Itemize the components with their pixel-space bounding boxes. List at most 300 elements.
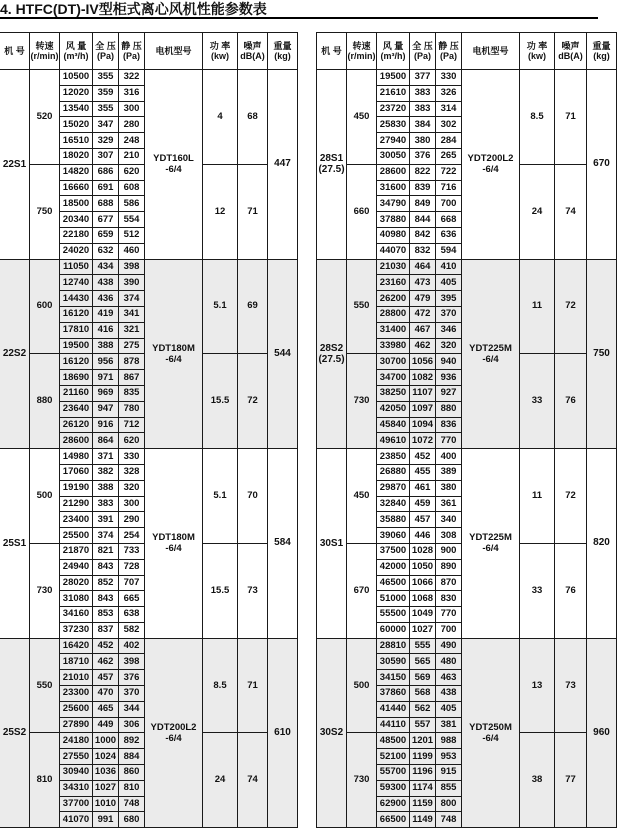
power-cell: 24 (520, 164, 555, 259)
total-pressure-cell: 1000 (93, 733, 119, 749)
flow-cell: 29870 (377, 480, 410, 496)
flow-cell: 12740 (60, 275, 93, 291)
total-pressure-cell: 329 (93, 133, 119, 149)
flow-cell: 31400 (377, 322, 410, 338)
table-row (317, 259, 617, 275)
total-pressure-cell: 691 (93, 180, 119, 196)
total-pressure-cell: 1149 (410, 812, 436, 828)
header-noise: 噪声 dB(A) (555, 33, 587, 70)
flow-cell: 18690 (60, 370, 93, 386)
total-pressure-cell: 465 (93, 701, 119, 717)
weight-cell: 670 (587, 70, 617, 260)
flow-cell: 37230 (60, 622, 93, 638)
flow-cell: 21870 (60, 543, 93, 559)
static-pressure-cell: 665 (119, 591, 145, 607)
motor-cell: YDT180M -6/4 (145, 259, 203, 449)
total-pressure-cell: 464 (410, 259, 436, 275)
total-pressure-cell: 557 (410, 717, 436, 733)
total-pressure-cell: 371 (93, 449, 119, 465)
static-pressure-cell: 210 (119, 148, 145, 164)
static-pressure-cell: 370 (119, 686, 145, 702)
noise-cell: 73 (555, 638, 587, 733)
static-pressure-cell: 554 (119, 212, 145, 228)
header-flow: 风 量 (m³/h) (60, 33, 93, 70)
flow-cell: 23850 (377, 449, 410, 465)
total-pressure-cell: 1066 (410, 575, 436, 591)
total-pressure-cell: 455 (410, 464, 436, 480)
static-pressure-cell: 800 (436, 796, 462, 812)
motor-cell: YDT160L -6/4 (145, 70, 203, 260)
header-static-pressure: 静 压 (Pa) (119, 33, 145, 70)
flow-cell: 18020 (60, 148, 93, 164)
total-pressure-cell: 388 (93, 338, 119, 354)
total-pressure-cell: 472 (410, 306, 436, 322)
total-pressure-cell: 374 (93, 528, 119, 544)
static-pressure-cell: 915 (436, 765, 462, 781)
header-motor: 电机型号 (462, 33, 520, 70)
total-pressure-cell: 434 (93, 259, 119, 275)
total-pressure-cell: 380 (410, 133, 436, 149)
total-pressure-cell: 843 (93, 559, 119, 575)
table-body (317, 70, 617, 828)
static-pressure-cell: 722 (436, 164, 462, 180)
static-pressure-cell: 490 (436, 638, 462, 654)
total-pressure-cell: 839 (410, 180, 436, 196)
total-pressure-cell: 1199 (410, 749, 436, 765)
flow-cell: 66500 (377, 812, 410, 828)
static-pressure-cell: 733 (119, 543, 145, 559)
static-pressure-cell: 480 (436, 654, 462, 670)
power-cell: 15.5 (203, 543, 238, 638)
static-pressure-cell: 512 (119, 227, 145, 243)
total-pressure-cell: 419 (93, 306, 119, 322)
static-pressure-cell: 892 (119, 733, 145, 749)
static-pressure-cell: 405 (436, 701, 462, 717)
total-pressure-cell: 452 (93, 638, 119, 654)
static-pressure-cell: 770 (436, 607, 462, 623)
header-weight: 重量 (kg) (268, 33, 298, 70)
header-power: 功 率 (kw) (520, 33, 555, 70)
header-flow: 风 量 (m³/h) (377, 33, 410, 70)
total-pressure-cell: 991 (93, 812, 119, 828)
model-cell: 25S2 (0, 638, 30, 828)
model-cell: 30S2 (317, 638, 347, 828)
speed-cell: 730 (347, 354, 377, 449)
static-pressure-cell: 330 (436, 70, 462, 86)
flow-cell: 16120 (60, 354, 93, 370)
flow-cell: 23400 (60, 512, 93, 528)
total-pressure-cell: 1196 (410, 765, 436, 781)
flow-cell: 16120 (60, 306, 93, 322)
flow-cell: 14430 (60, 291, 93, 307)
total-pressure-cell: 852 (93, 575, 119, 591)
power-cell: 5.1 (203, 259, 238, 354)
total-pressure-cell: 1068 (410, 591, 436, 607)
total-pressure-cell: 388 (93, 480, 119, 496)
static-pressure-cell: 402 (119, 638, 145, 654)
total-pressure-cell: 391 (93, 512, 119, 528)
table-body (0, 70, 298, 828)
flow-cell: 26120 (60, 417, 93, 433)
total-pressure-cell: 436 (93, 291, 119, 307)
total-pressure-cell: 1107 (410, 385, 436, 401)
static-pressure-cell: 275 (119, 338, 145, 354)
performance-table-left (0, 32, 298, 828)
flow-cell: 21290 (60, 496, 93, 512)
total-pressure-cell: 307 (93, 148, 119, 164)
total-pressure-cell: 382 (93, 464, 119, 480)
flow-cell: 12020 (60, 85, 93, 101)
flow-cell: 15020 (60, 117, 93, 133)
total-pressure-cell: 1072 (410, 433, 436, 449)
flow-cell: 51000 (377, 591, 410, 607)
flow-cell: 16510 (60, 133, 93, 149)
flow-cell: 18500 (60, 196, 93, 212)
speed-cell: 600 (30, 259, 60, 354)
model-cell: 28S1 (27.5) (317, 70, 347, 260)
flow-cell: 42050 (377, 401, 410, 417)
flow-cell: 24940 (60, 559, 93, 575)
flow-cell: 23720 (377, 101, 410, 117)
total-pressure-cell: 470 (93, 686, 119, 702)
weight-cell: 610 (268, 638, 298, 828)
flow-cell: 30940 (60, 765, 93, 781)
noise-cell: 77 (555, 733, 587, 828)
flow-cell: 49610 (377, 433, 410, 449)
flow-cell: 31600 (377, 180, 410, 196)
total-pressure-cell: 1094 (410, 417, 436, 433)
motor-cell: YDT225M -6/4 (462, 259, 520, 449)
flow-cell: 21160 (60, 385, 93, 401)
static-pressure-cell: 300 (119, 101, 145, 117)
total-pressure-cell: 1027 (410, 622, 436, 638)
static-pressure-cell: 712 (119, 417, 145, 433)
static-pressure-cell: 321 (119, 322, 145, 338)
flow-cell: 31080 (60, 591, 93, 607)
total-pressure-cell: 383 (410, 85, 436, 101)
power-cell: 24 (203, 733, 238, 828)
static-pressure-cell: 638 (119, 607, 145, 623)
noise-cell: 74 (238, 733, 268, 828)
static-pressure-cell: 716 (436, 180, 462, 196)
total-pressure-cell: 969 (93, 385, 119, 401)
total-pressure-cell: 383 (410, 101, 436, 117)
model-cell: 28S2 (27.5) (317, 259, 347, 449)
header-noise: 噪声 dB(A) (238, 33, 268, 70)
flow-cell: 18710 (60, 654, 93, 670)
total-pressure-cell: 822 (410, 164, 436, 180)
flow-cell: 39060 (377, 528, 410, 544)
flow-cell: 55500 (377, 607, 410, 623)
static-pressure-cell: 880 (436, 401, 462, 417)
static-pressure-cell: 381 (436, 717, 462, 733)
total-pressure-cell: 347 (93, 117, 119, 133)
weight-cell: 820 (587, 449, 617, 639)
table-header-row (0, 33, 298, 70)
static-pressure-cell: 344 (119, 701, 145, 717)
header-total-pressure: 全 压 (Pa) (93, 33, 119, 70)
static-pressure-cell: 322 (119, 70, 145, 86)
power-cell: 11 (520, 259, 555, 354)
total-pressure-cell: 376 (410, 148, 436, 164)
total-pressure-cell: 971 (93, 370, 119, 386)
total-pressure-cell: 383 (93, 496, 119, 512)
header-static-pressure: 静 压 (Pa) (436, 33, 462, 70)
noise-cell: 71 (238, 164, 268, 259)
power-cell: 4 (203, 70, 238, 165)
total-pressure-cell: 864 (93, 433, 119, 449)
header-model: 机 号 (0, 33, 30, 70)
total-pressure-cell: 457 (93, 670, 119, 686)
flow-cell: 24020 (60, 243, 93, 259)
flow-cell: 41440 (377, 701, 410, 717)
flow-cell: 32840 (377, 496, 410, 512)
total-pressure-cell: 1056 (410, 354, 436, 370)
total-pressure-cell: 438 (93, 275, 119, 291)
static-pressure-cell: 320 (119, 480, 145, 496)
flow-cell: 22180 (60, 227, 93, 243)
table-row (317, 638, 617, 654)
motor-cell: YDT200L2 -6/4 (462, 70, 520, 260)
static-pressure-cell: 463 (436, 670, 462, 686)
static-pressure-cell: 636 (436, 227, 462, 243)
static-pressure-cell: 870 (436, 575, 462, 591)
static-pressure-cell: 374 (119, 291, 145, 307)
table-row (0, 259, 298, 275)
static-pressure-cell: 988 (436, 733, 462, 749)
flow-cell: 25830 (377, 117, 410, 133)
total-pressure-cell: 853 (93, 607, 119, 623)
static-pressure-cell: 330 (119, 449, 145, 465)
static-pressure-cell: 326 (436, 85, 462, 101)
static-pressure-cell: 405 (436, 275, 462, 291)
flow-cell: 55700 (377, 765, 410, 781)
flow-cell: 28810 (377, 638, 410, 654)
flow-cell: 13540 (60, 101, 93, 117)
static-pressure-cell: 608 (119, 180, 145, 196)
static-pressure-cell: 953 (436, 749, 462, 765)
static-pressure-cell: 346 (436, 322, 462, 338)
total-pressure-cell: 459 (410, 496, 436, 512)
flow-cell: 27550 (60, 749, 93, 765)
total-pressure-cell: 1036 (93, 765, 119, 781)
noise-cell: 76 (555, 354, 587, 449)
static-pressure-cell: 290 (119, 512, 145, 528)
flow-cell: 60000 (377, 622, 410, 638)
flow-cell: 35880 (377, 512, 410, 528)
flow-cell: 27890 (60, 717, 93, 733)
header-power: 功 率 (kw) (203, 33, 238, 70)
motor-cell: YDT225M -6/4 (462, 449, 520, 639)
page-title: 4. HTFC(DT)-IV型柜式离心风机性能参数表 (0, 1, 267, 17)
total-pressure-cell: 916 (93, 417, 119, 433)
weight-cell: 447 (268, 70, 298, 260)
flow-cell: 48500 (377, 733, 410, 749)
model-cell: 22S2 (0, 259, 30, 449)
model-cell: 22S1 (0, 70, 30, 260)
power-cell: 8.5 (520, 70, 555, 165)
total-pressure-cell: 842 (410, 227, 436, 243)
flow-cell: 16420 (60, 638, 93, 654)
total-pressure-cell: 565 (410, 654, 436, 670)
static-pressure-cell: 582 (119, 622, 145, 638)
total-pressure-cell: 355 (93, 101, 119, 117)
static-pressure-cell: 316 (119, 85, 145, 101)
flow-cell: 42000 (377, 559, 410, 575)
speed-cell: 550 (347, 259, 377, 354)
power-cell: 5.1 (203, 449, 238, 544)
static-pressure-cell: 389 (436, 464, 462, 480)
flow-cell: 17060 (60, 464, 93, 480)
total-pressure-cell: 562 (410, 701, 436, 717)
flow-cell: 14820 (60, 164, 93, 180)
static-pressure-cell: 586 (119, 196, 145, 212)
model-cell: 30S1 (317, 449, 347, 639)
static-pressure-cell: 620 (119, 164, 145, 180)
static-pressure-cell: 748 (119, 796, 145, 812)
weight-cell: 960 (587, 638, 617, 828)
static-pressure-cell: 936 (436, 370, 462, 386)
static-pressure-cell: 314 (436, 101, 462, 117)
total-pressure-cell: 1159 (410, 796, 436, 812)
total-pressure-cell: 947 (93, 401, 119, 417)
static-pressure-cell: 728 (119, 559, 145, 575)
flow-cell: 19190 (60, 480, 93, 496)
flow-cell: 24180 (60, 733, 93, 749)
total-pressure-cell: 462 (410, 338, 436, 354)
motor-cell: YDT200L2 -6/4 (145, 638, 203, 828)
static-pressure-cell: 855 (436, 780, 462, 796)
total-pressure-cell: 479 (410, 291, 436, 307)
total-pressure-cell: 832 (410, 243, 436, 259)
flow-cell: 25600 (60, 701, 93, 717)
static-pressure-cell: 680 (119, 812, 145, 828)
flow-cell: 34790 (377, 196, 410, 212)
static-pressure-cell: 370 (436, 306, 462, 322)
total-pressure-cell: 1024 (93, 749, 119, 765)
power-cell: 38 (520, 733, 555, 828)
power-cell: 8.5 (203, 638, 238, 733)
flow-cell: 37700 (60, 796, 93, 812)
total-pressure-cell: 467 (410, 322, 436, 338)
flow-cell: 34700 (377, 370, 410, 386)
power-cell: 33 (520, 543, 555, 638)
table-row (0, 449, 298, 465)
power-cell: 11 (520, 449, 555, 544)
power-cell: 33 (520, 354, 555, 449)
total-pressure-cell: 688 (93, 196, 119, 212)
flow-cell: 30590 (377, 654, 410, 670)
static-pressure-cell: 748 (436, 812, 462, 828)
speed-cell: 450 (347, 449, 377, 544)
total-pressure-cell: 449 (93, 717, 119, 733)
static-pressure-cell: 302 (436, 117, 462, 133)
total-pressure-cell: 632 (93, 243, 119, 259)
static-pressure-cell: 700 (436, 622, 462, 638)
speed-cell: 730 (347, 733, 377, 828)
static-pressure-cell: 927 (436, 385, 462, 401)
static-pressure-cell: 395 (436, 291, 462, 307)
total-pressure-cell: 843 (93, 591, 119, 607)
static-pressure-cell: 380 (436, 480, 462, 496)
static-pressure-cell: 594 (436, 243, 462, 259)
static-pressure-cell: 836 (436, 417, 462, 433)
static-pressure-cell: 878 (119, 354, 145, 370)
speed-cell: 810 (30, 733, 60, 828)
title-rule (0, 17, 598, 19)
flow-cell: 28600 (377, 164, 410, 180)
total-pressure-cell: 821 (93, 543, 119, 559)
total-pressure-cell: 956 (93, 354, 119, 370)
total-pressure-cell: 1082 (410, 370, 436, 386)
flow-cell: 21030 (377, 259, 410, 275)
flow-cell: 23640 (60, 401, 93, 417)
noise-cell: 74 (555, 164, 587, 259)
noise-cell: 72 (555, 449, 587, 544)
flow-cell: 45840 (377, 417, 410, 433)
static-pressure-cell: 835 (119, 385, 145, 401)
static-pressure-cell: 341 (119, 306, 145, 322)
noise-cell: 72 (555, 259, 587, 354)
flow-cell: 28800 (377, 306, 410, 322)
speed-cell: 660 (347, 164, 377, 259)
flow-cell: 14980 (60, 449, 93, 465)
static-pressure-cell: 860 (119, 765, 145, 781)
static-pressure-cell: 900 (436, 543, 462, 559)
flow-cell: 41070 (60, 812, 93, 828)
flow-cell: 19500 (60, 338, 93, 354)
flow-cell: 27940 (377, 133, 410, 149)
total-pressure-cell: 377 (410, 70, 436, 86)
flow-cell: 62900 (377, 796, 410, 812)
flow-cell: 23160 (377, 275, 410, 291)
flow-cell: 21610 (377, 85, 410, 101)
flow-cell: 25500 (60, 528, 93, 544)
static-pressure-cell: 340 (436, 512, 462, 528)
noise-cell: 72 (238, 354, 268, 449)
total-pressure-cell: 462 (93, 654, 119, 670)
static-pressure-cell: 284 (436, 133, 462, 149)
flow-cell: 44070 (377, 243, 410, 259)
power-cell: 15.5 (203, 354, 238, 449)
header-weight: 重量 (kg) (587, 33, 617, 70)
static-pressure-cell: 620 (119, 433, 145, 449)
speed-cell: 880 (30, 354, 60, 449)
model-cell: 25S1 (0, 449, 30, 639)
header-model: 机 号 (317, 33, 347, 70)
noise-cell: 70 (238, 449, 268, 544)
header-motor: 电机型号 (145, 33, 203, 70)
static-pressure-cell: 770 (436, 433, 462, 449)
total-pressure-cell: 461 (410, 480, 436, 496)
noise-cell: 71 (238, 638, 268, 733)
static-pressure-cell: 390 (119, 275, 145, 291)
static-pressure-cell: 780 (119, 401, 145, 417)
total-pressure-cell: 1028 (410, 543, 436, 559)
noise-cell: 76 (555, 543, 587, 638)
total-pressure-cell: 568 (410, 686, 436, 702)
header-speed: 转速 (r/min) (30, 33, 60, 70)
static-pressure-cell: 890 (436, 559, 462, 575)
flow-cell: 19500 (377, 70, 410, 86)
flow-cell: 34160 (60, 607, 93, 623)
static-pressure-cell: 830 (436, 591, 462, 607)
static-pressure-cell: 398 (119, 259, 145, 275)
speed-cell: 670 (347, 543, 377, 638)
total-pressure-cell: 1027 (93, 780, 119, 796)
flow-cell: 33980 (377, 338, 410, 354)
flow-cell: 34310 (60, 780, 93, 796)
